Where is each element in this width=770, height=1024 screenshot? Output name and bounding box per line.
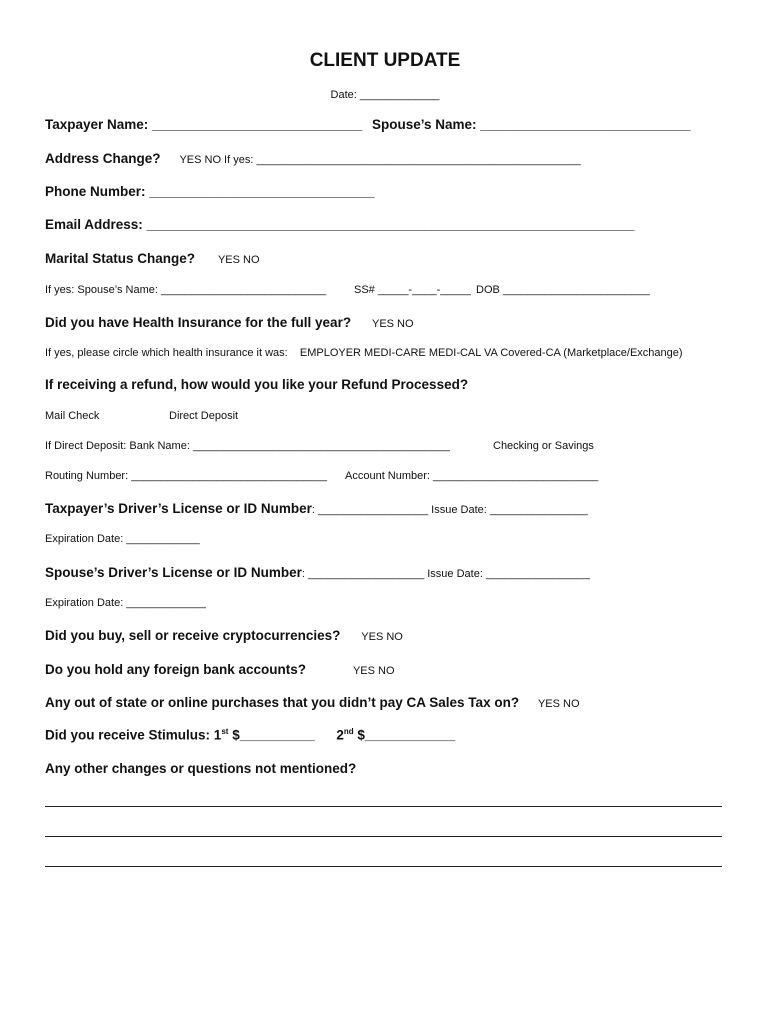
- taxpayer-license-row: [45, 500, 588, 518]
- spouse-license-fields[interactable]: : ___________________ Issue Date: _________________: [301, 568, 590, 580]
- email-address-field[interactable]: Email Address: _________________________________________________________________: [45, 217, 635, 232]
- direct-deposit-option[interactable]: Direct Deposit: [169, 410, 239, 422]
- other-questions-label: Any other changes or questions not mentioned?: [45, 761, 357, 776]
- stimulus-row: [45, 727, 455, 743]
- stimulus-second-sup: nd: [343, 727, 354, 736]
- date-field[interactable]: Date: _____________: [330, 89, 440, 101]
- spouse-license-label: Spouse’s Driver’s License or ID Number: [45, 565, 302, 580]
- taxpayer-license-fields[interactable]: : __________________ Issue Date: ________________: [311, 504, 588, 516]
- crypto-label: Did you buy, sell or receive cryptocurrencies?: [45, 628, 341, 643]
- taxpayer-name-field[interactable]: Taxpayer Name: ____________________________: [45, 117, 363, 132]
- stimulus-second-field[interactable]: $____________: [353, 727, 455, 743]
- stimulus-label: Did you receive Stimulus: 1: [45, 727, 222, 743]
- address-change-label: Address Change?: [45, 151, 161, 166]
- health-insurance-options[interactable]: YES NO: [371, 318, 414, 330]
- address-change-options[interactable]: YES NO If yes: _____________________________________________________: [179, 154, 581, 166]
- spouse-license-row: [45, 564, 590, 582]
- health-insurance-type-row: [45, 347, 683, 359]
- taxpayer-expiration-field[interactable]: Expiration Date: ____________: [45, 533, 200, 545]
- ss-field[interactable]: SS# _____-____-_____: [354, 284, 471, 296]
- answer-line-1[interactable]: [45, 806, 722, 807]
- dob-field[interactable]: DOB ________________________: [476, 284, 650, 296]
- crypto-row: [45, 627, 403, 645]
- mail-check-option[interactable]: Mail Check: [45, 410, 100, 422]
- answer-line-3[interactable]: [45, 866, 722, 867]
- marital-status-label: Marital Status Change?: [45, 251, 196, 266]
- foreign-accounts-row: [45, 661, 395, 679]
- page-title: CLIENT UPDATE: [309, 50, 461, 71]
- sales-tax-row: [45, 694, 580, 712]
- taxpayer-license-label: Taxpayer’s Driver’s License or ID Number: [45, 501, 312, 516]
- spouse-expiration-field[interactable]: Expiration Date: _____________: [45, 597, 206, 609]
- crypto-options[interactable]: YES NO: [361, 631, 403, 643]
- health-insurance-label: Did you have Health Insurance for the full year?: [45, 315, 352, 330]
- phone-number-field[interactable]: Phone Number: ______________________________: [45, 184, 375, 199]
- marital-status-options[interactable]: YES NO: [217, 254, 260, 266]
- bank-name-field[interactable]: If Direct Deposit: Bank Name: __________________________________________: [45, 440, 450, 452]
- answer-line-2[interactable]: [45, 836, 722, 837]
- health-insurance-row: [45, 314, 414, 332]
- spouse-name-field[interactable]: Spouse’s Name: ____________________________: [372, 117, 691, 132]
- address-change-row: [45, 150, 581, 168]
- routing-number-field[interactable]: Routing Number: ________________________________: [45, 470, 327, 482]
- marital-status-row: [45, 250, 260, 268]
- account-number-field[interactable]: Account Number: ___________________________: [345, 470, 599, 482]
- sales-tax-options[interactable]: YES NO: [537, 698, 580, 710]
- stimulus-first-sup: st: [221, 727, 229, 736]
- foreign-accounts-label: Do you hold any foreign bank accounts?: [45, 662, 307, 677]
- health-insurance-types[interactable]: EMPLOYER MEDI-CARE MEDI-CAL VA Covered-CA (Marketplace/Exchange): [299, 347, 683, 359]
- if-yes-spouse-name-field[interactable]: If yes: Spouse’s Name: ___________________________: [45, 284, 327, 296]
- checking-savings-options[interactable]: Checking or Savings: [493, 440, 594, 452]
- stimulus-first-field[interactable]: $__________: [228, 727, 315, 743]
- refund-question: If receiving a refund, how would you like your Refund Processed?: [45, 377, 469, 392]
- stimulus-second-label: 2: [336, 727, 344, 743]
- foreign-accounts-options[interactable]: YES NO: [352, 665, 395, 677]
- health-insurance-circle-label: If yes, please circle which health insurance it was:: [45, 347, 288, 359]
- sales-tax-label: Any out of state or online purchases that you didn’t pay CA Sales Tax on?: [45, 695, 520, 710]
